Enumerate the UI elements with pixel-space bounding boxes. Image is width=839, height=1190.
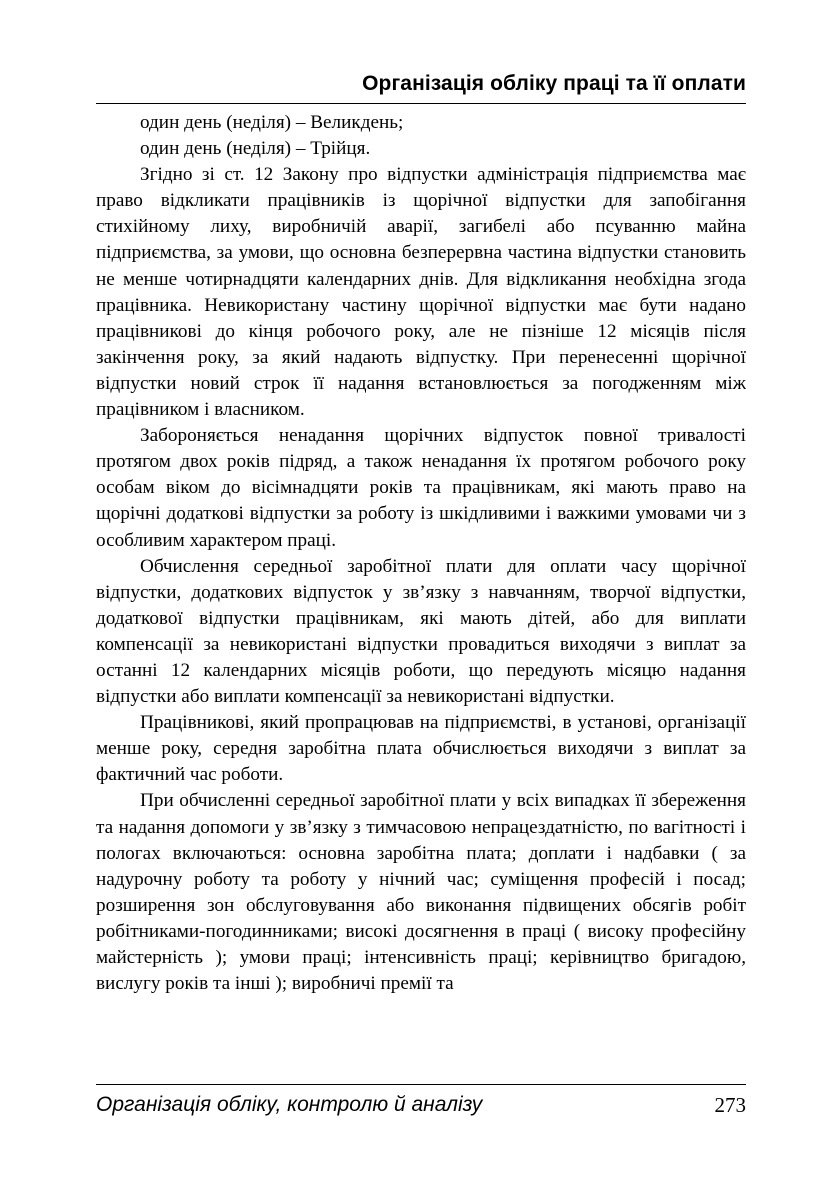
paragraph: При обчисленні середньої заробітної плати у всіх випадках її збереження та надання допомоги у зв’язку з тимчасовою непрацездатністю, по вагітності і пологах включаються: основна заробітна плата; доплати і надбавки ( за надурочну роботу та роботу у нічний час; суміщення професій і посад; розширення зон обслуговування або виконання підвищених обсягів робіт робітниками-погодинниками; високі досягнення в праці ( високу професійну майстерність ); умови праці; інтенсивність праці; керівництво бригадою, вислугу років та інші ); виробничі премії та xyxy=(96,790,746,995)
running-header-title: Організація обліку праці та її оплати xyxy=(362,72,746,95)
paragraph: Працівникові, який пропрацював на підприємстві, в установі, організації менше року, середня заробітна плата обчислюється виходячи з виплат за фактичний час роботи. xyxy=(96,712,746,786)
paragraph: Згідно зі ст. 12 Закону про відпустки адміністрація підприємства має право відкликати працівників із щорічної відпустки для запобігання стихійному лиху, виробничій аварії, загибелі або псуванню майна підприємства, за умови, що основна безперервна частина відпустки становить не менше чотирнадцяти календарних днів. Для відкликання необхідна згода працівника. Невикористану частину щорічної відпустки має бути надано працівникові до кінця робочого року, але не пізніше 12 місяців після закінчення року, за який надають відпустку. При перенесенні щорічної відпустки новий строк її надання встановлюється за погодженням між працівником і власником. xyxy=(96,164,746,421)
footer-title: Організація обліку, контролю й аналізу xyxy=(96,1093,483,1116)
paragraph: Забороняється ненадання щорічних відпусток повної тривалості протягом двох років підряд, а також ненадання їх протягом робочого року особам віком до вісімнадцяти років та працівникам, які мають право на щорічні додаткові відпустки за роботу із шкідливими і важкими умовами чи з особливим характером праці. xyxy=(96,425,746,551)
paragraph: Обчислення середньої заробітної плати для оплати часу щорічної відпустки, додаткових відпусток у зв’язку з навчанням, творчої відпустки, додаткової відпустки працівникам, які мають дітей, або для виплати компенсації за невикористані відпустки провадиться виходячи з виплат за останні 12 календарних місяців роботи, що передують місяцю надання відпустки або виплати компенсації за невикористані відпустки. xyxy=(96,555,746,708)
header-divider xyxy=(96,103,746,104)
footer-divider xyxy=(96,1084,746,1085)
page-number: 273 xyxy=(714,1093,746,1117)
body-text xyxy=(96,110,746,997)
paragraph: один день (неділя) – Трійця. xyxy=(140,138,371,160)
paragraph: один день (неділя) – Великдень; xyxy=(140,112,404,133)
